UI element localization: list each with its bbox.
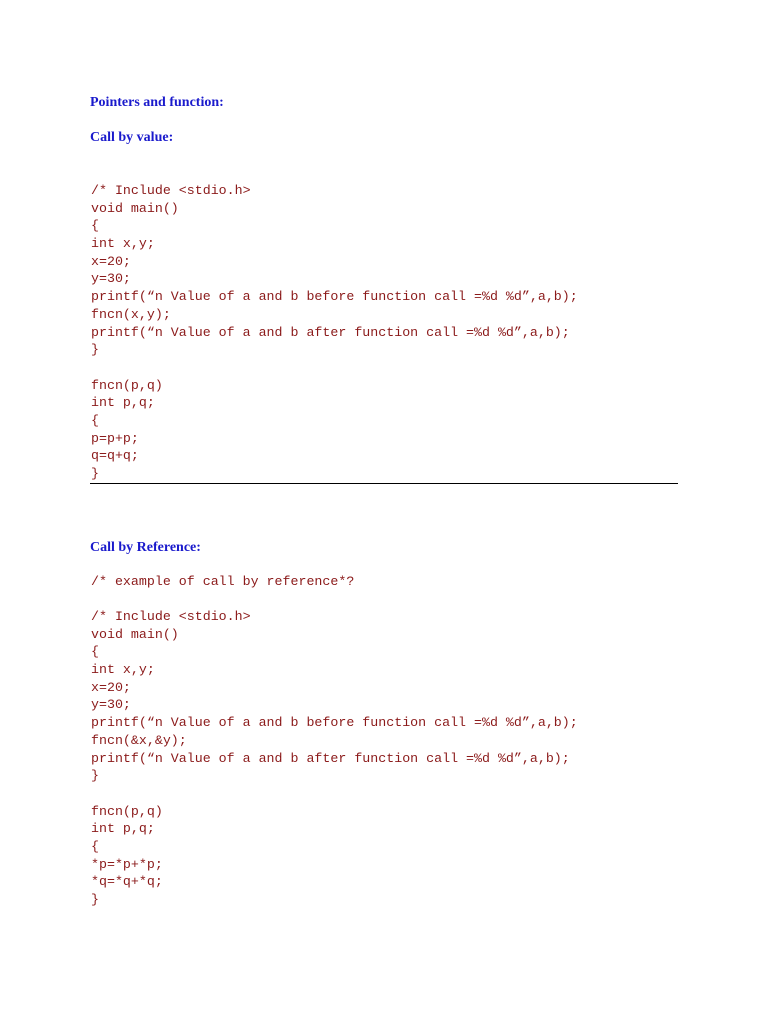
- code-line: int x,y;: [91, 662, 155, 678]
- code-line: *p=*p+*p;: [91, 856, 163, 872]
- code-line: void main(): [91, 200, 179, 216]
- code-line: {: [91, 644, 99, 660]
- code-line: int x,y;: [91, 236, 155, 252]
- code-line: printf(“n Value of a and b after function call =%d %d”,a,b);: [91, 324, 570, 340]
- code-line: /* Include <stdio.h>: [91, 609, 251, 624]
- doc-title: Pointers and function:: [90, 95, 224, 110]
- section-heading-call-by-value: Call by value:: [90, 130, 174, 145]
- code-line: {: [91, 412, 99, 428]
- code-block-call-by-value: [91, 182, 578, 483]
- code-line: *q=*q+*q;: [91, 874, 163, 890]
- code-line: x=20;: [91, 253, 131, 269]
- code-line: fncn(&x,&y);: [91, 732, 187, 748]
- code-line: printf(“n Value of a and b before function call =%d %d”,a,b);: [91, 715, 578, 731]
- code-line: }: [91, 768, 99, 784]
- code-line: int p,q;: [91, 395, 155, 411]
- code-line: q=q+q;: [91, 448, 139, 464]
- code-line: [91, 359, 578, 377]
- code-line: x=20;: [91, 679, 131, 695]
- section-heading-call-by-reference: Call by Reference:: [90, 540, 201, 555]
- code-line: }: [91, 342, 99, 358]
- code-line: int p,q;: [91, 821, 155, 837]
- code-line: [91, 785, 578, 803]
- code-line: y=30;: [91, 697, 131, 713]
- code-line: fncn(p,q): [91, 803, 163, 819]
- code-line: p=p+p;: [91, 430, 139, 446]
- code-line: }: [91, 892, 99, 907]
- code-line: /* Include <stdio.h>: [91, 183, 251, 198]
- code-line: printf(“n Value of a and b before function call =%d %d”,a,b);: [91, 289, 578, 305]
- code-line: }: [91, 466, 99, 481]
- code-comment-call-by-reference: /* example of call by reference*?: [91, 574, 355, 589]
- code-line: void main(): [91, 626, 179, 642]
- section-divider: [90, 483, 678, 484]
- code-block-call-by-reference: [91, 608, 578, 909]
- code-line: {: [91, 218, 99, 234]
- code-line: y=30;: [91, 271, 131, 287]
- code-line: fncn(p,q): [91, 377, 163, 393]
- code-line: printf(“n Value of a and b after function call =%d %d”,a,b);: [91, 750, 570, 766]
- code-line: fncn(x,y);: [91, 306, 171, 322]
- code-line: {: [91, 838, 99, 854]
